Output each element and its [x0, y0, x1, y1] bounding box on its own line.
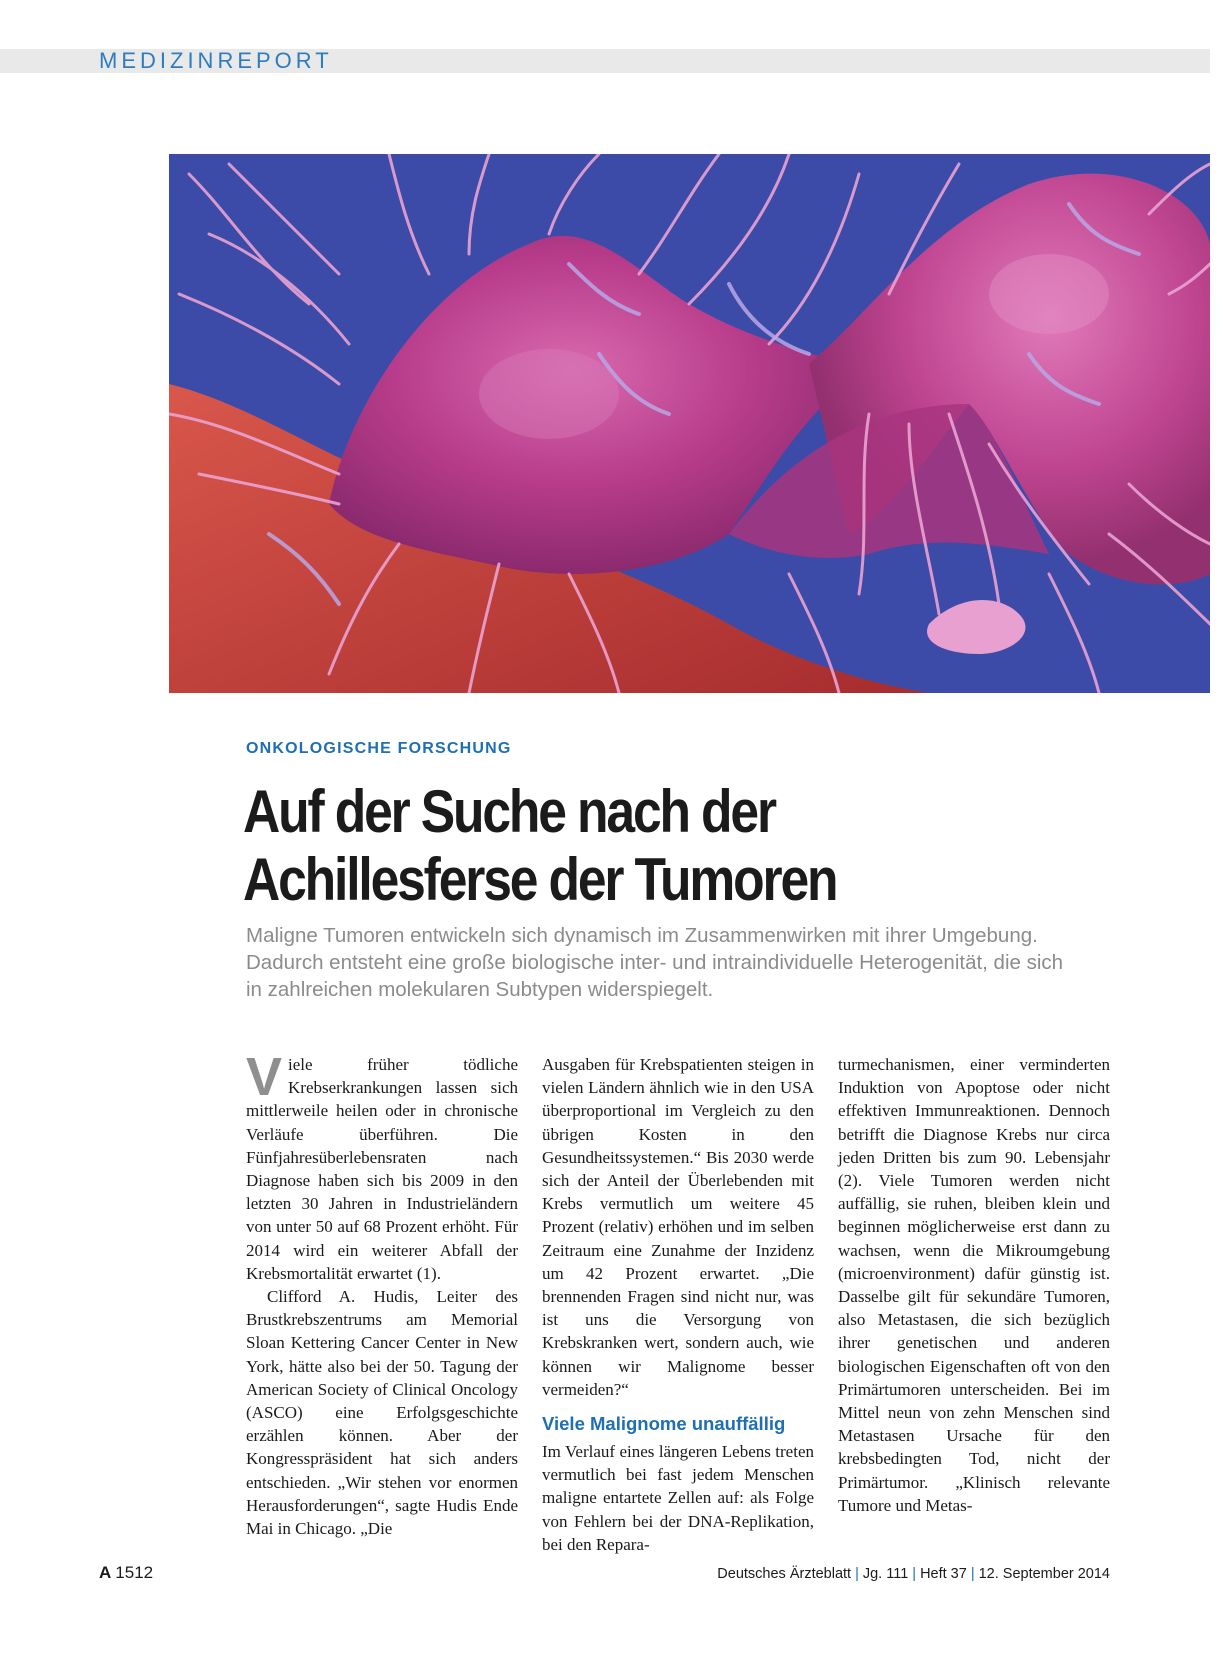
journal-issue: Heft 37 [920, 1566, 967, 1582]
paragraph-malignome: Im Verlauf eines längeren Lebens treten vermutlich bei fast jedem Menschen maligne entartete Zellen auf: als Folge von Fehlern bei der DNA-Replikation, bei den Repara- [542, 1442, 814, 1554]
article-lead: Maligne Tumoren entwickeln sich dynamisch im Zusammenwirken mit ihrer Umgebung. Dadurch entsteht eine große biologische inter- und intraindividuelle Heterogenität, die sich in zahlreichen molekularen Subtypen widerspiegelt. [246, 924, 1064, 1001]
body-column-3 [838, 1053, 1110, 1517]
article-headline [243, 778, 1051, 914]
paragraph-intro [246, 1047, 518, 1285]
body-column-1 [246, 1047, 518, 1540]
drop-cap: V [246, 1047, 283, 1107]
footer-separator: | [970, 1566, 975, 1582]
section-subheading: Viele Malignome unauffällig [542, 1413, 786, 1435]
cancer-cell-micrograph-image [169, 154, 1210, 693]
paragraph-costs: Ausgaben für Krebspatienten steigen in vielen Ländern ähnlich wie in den USA überproportional im Vergleich zu den übrigen Kosten in den Gesundheitssystemen.“ Bis 2030 werde sich der Anteil der Überlebenden mit Krebs vermutlich um weitere 45 Prozent (relativ) erhöhen und im selben Zeitraum eine Zunahme der Inzidenz um 42 Prozent erwartet. „Die brennenden Fragen sind nicht nur, was ist uns die Versorgung von Krebskranken wert, sondern auch, wie können wir Malignome besser vermeiden?“ [542, 1055, 814, 1399]
paragraph-mechanisms: turmechanismen, einer verminderten Induktion von Apoptose oder nicht effektiven Immunreaktionen. Dennoch betrifft die Diagnose Krebs nur circa jeden Dritten bis zum 90. Lebensjahr (2). Viele Tumoren werden nicht auffällig, sie ruhen, bleiben klein und beginnen möglicherweise erst dann zu wachsen, wenn die Mikroumgebung (microenvironment) dafür günstig ist. Dasselbe gilt für sekundäre Tumoren, also Metastasen, die sich bezüglich ihrer genetischen und anderen biologischen Eigenschaften oft von den Primärtumoren unterscheiden. Bei im Mittel neun von zehn Menschen sind Metastasen Ursache für den krebsbedingten Tod, nicht der Primärtumor. „Klinisch relevante Tumore und Metas- [838, 1055, 1110, 1515]
nucleus-highlight-2 [989, 254, 1109, 334]
page-number [99, 1563, 153, 1583]
footer-separator: | [855, 1566, 859, 1582]
journal-volume: Jg. 111 [862, 1566, 909, 1582]
paragraph-hudis: Clifford A. Hudis, Leiter des Brustkrebszentrums am Memorial Sloan Kettering Cancer Center in New York, hätte also bei der 50. Tagung der American Society of Clinical Oncology (ASCO) eine Erfolgsgeschichte erzählen können. Aber der Kongresspräsident hat sich anders entschieden. „Wir stehen vor enormen Herausforderungen“, sagte Hudis Ende Mai in Chicago. „Die [246, 1287, 518, 1539]
headline-line-2: Achillesferse der Tumoren [243, 846, 837, 913]
page-number-value: 1512 [115, 1563, 154, 1582]
body-column-2 [542, 1053, 814, 1556]
journal-name: Deutsches Ärzteblatt [717, 1566, 852, 1582]
footer-separator: | [912, 1566, 917, 1582]
section-label: MEDIZINREPORT [99, 48, 333, 73]
page-prefix: A [99, 1563, 112, 1582]
headline-line-1: Auf der Suche nach der [243, 778, 775, 845]
journal-footer [717, 1566, 1110, 1582]
paragraph-intro-text: iele früher tödliche Krebserkrankungen lassen sich mittlerweile heilen oder in chronische Verläufe überführen. Die Fünfjahresüberlebensraten nach Diagnose haben sich bis 2009 in den letzten 30 Jahren in Industrieländern von unter 50 auf 68 Prozent erhöht. Für 2014 wird ein weiterer Abfall der Krebsmortalität erwartet (1). [246, 1055, 518, 1283]
journal-date: 12. September 2014 [978, 1566, 1110, 1582]
nucleus-highlight [479, 349, 619, 439]
article-kicker: ONKOLOGISCHE FORSCHUNG [246, 740, 512, 757]
